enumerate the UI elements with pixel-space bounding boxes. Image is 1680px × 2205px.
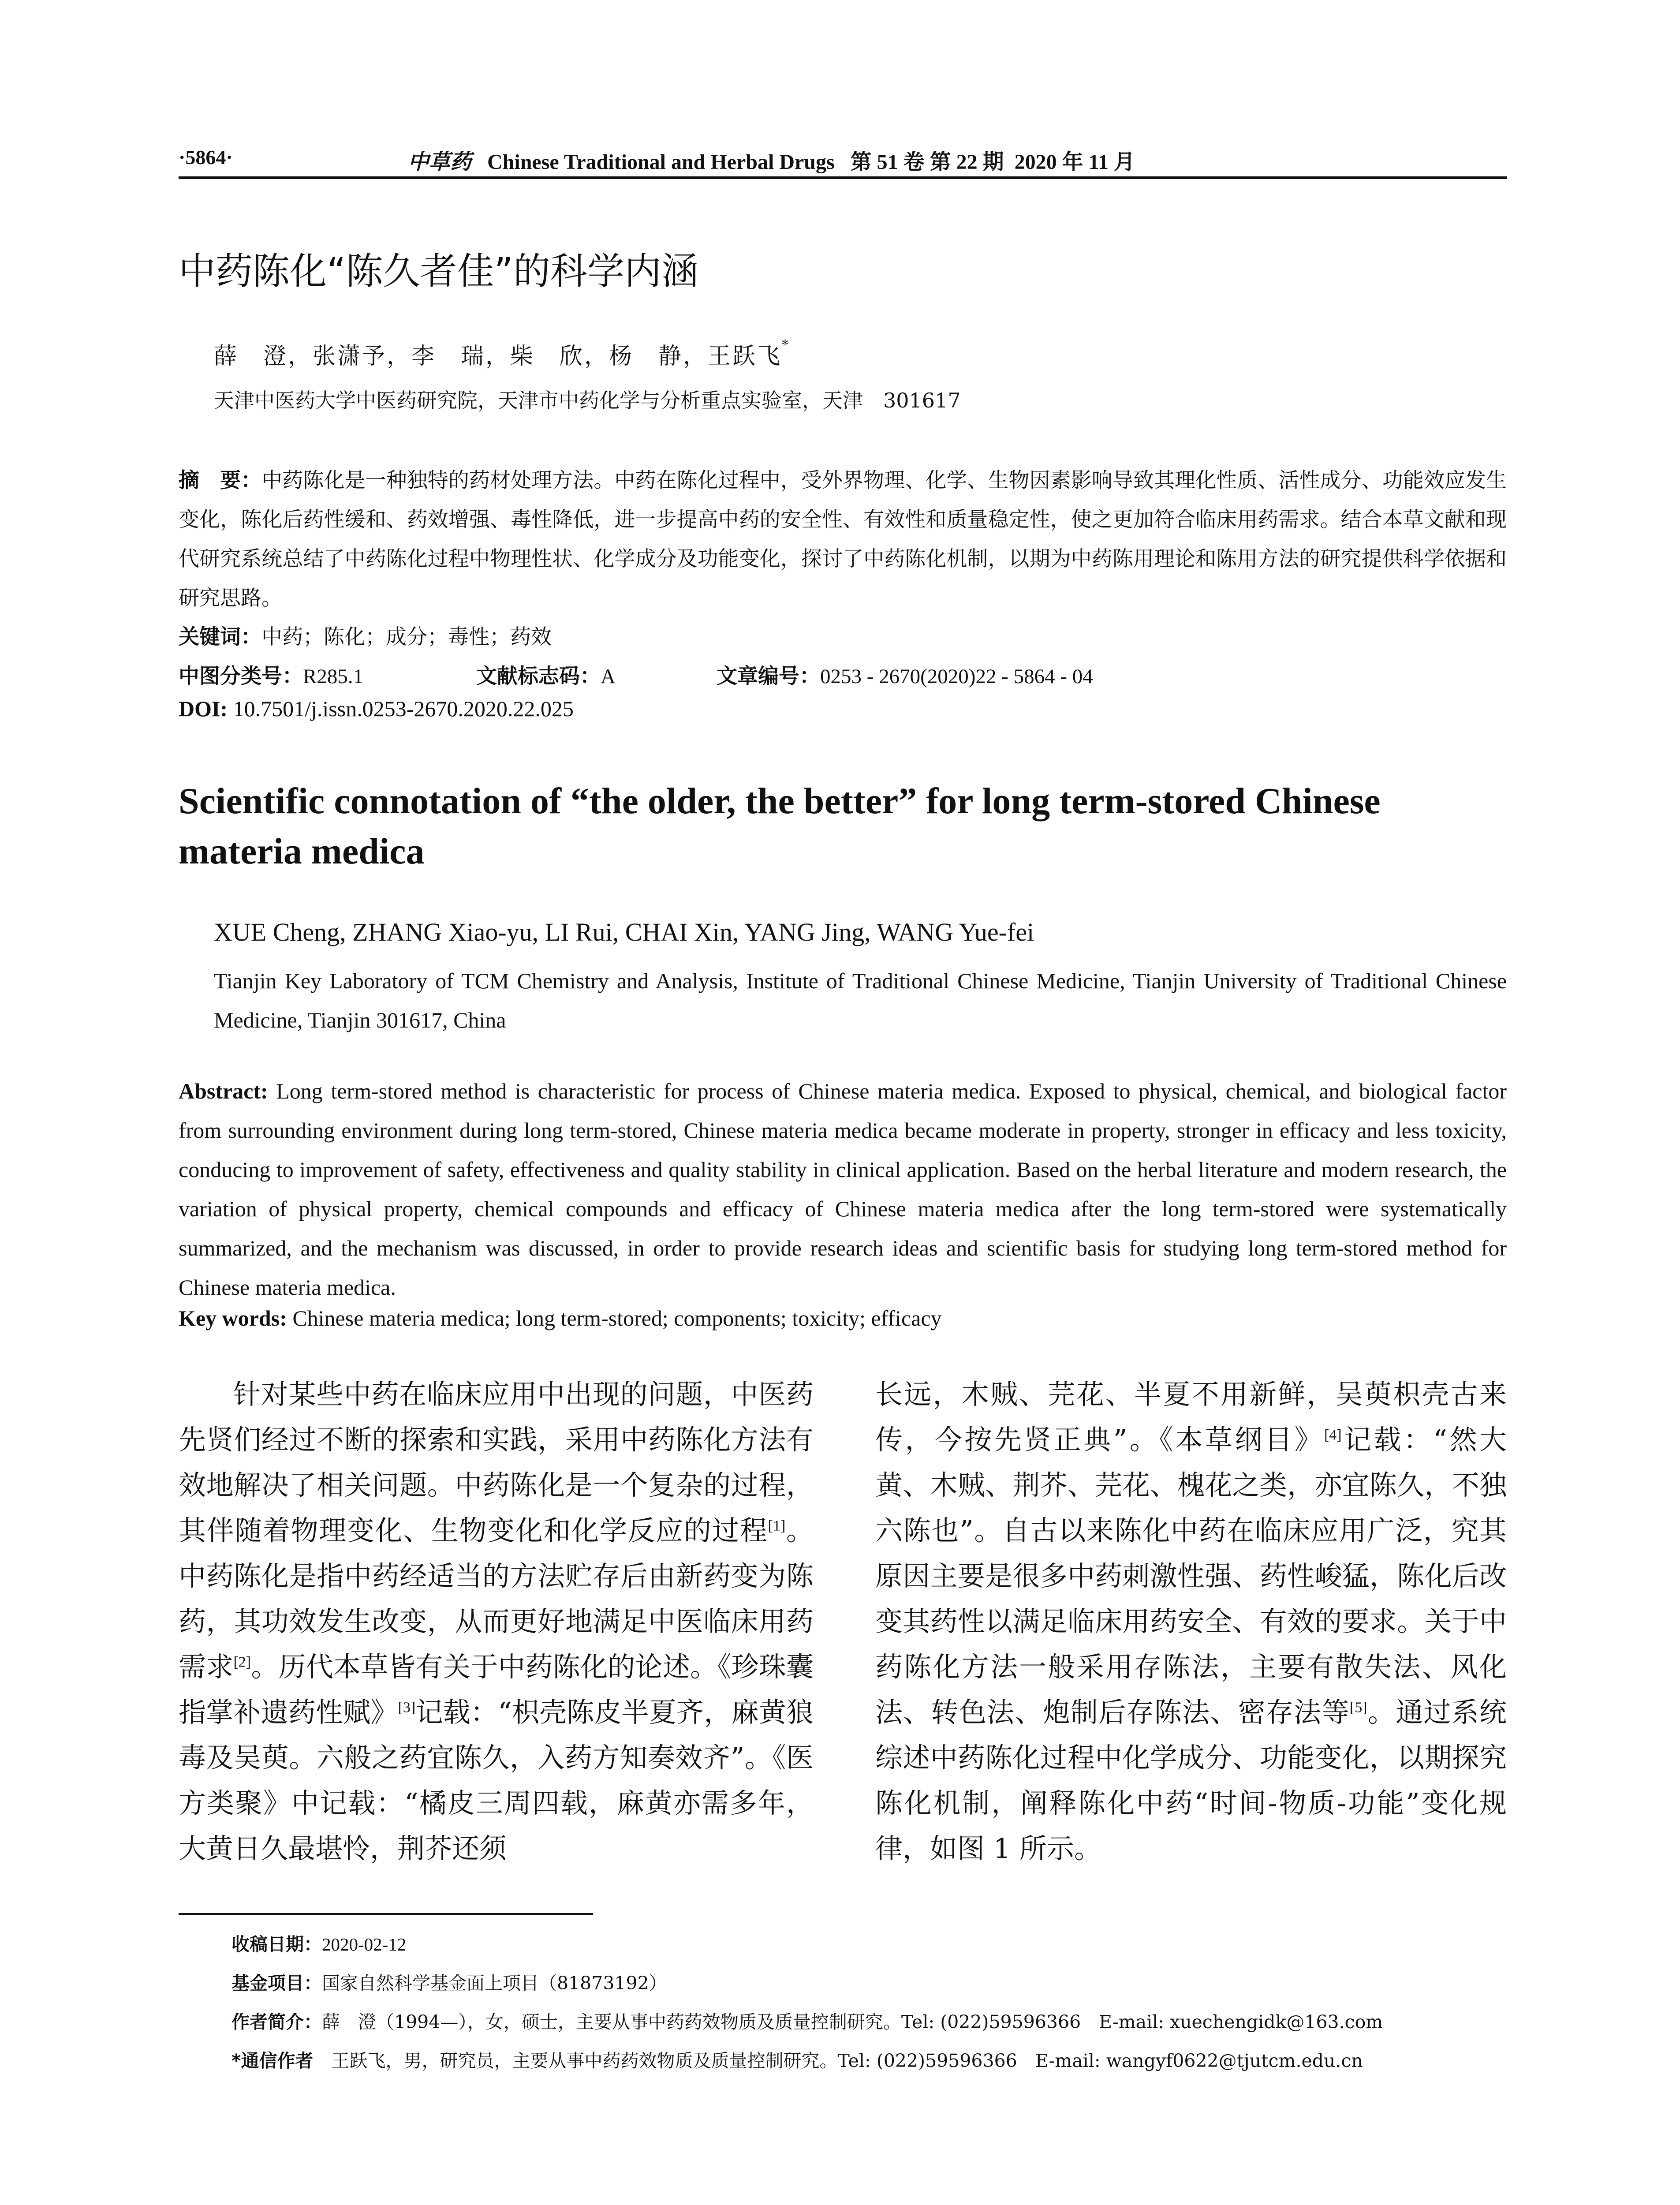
en-keywords xyxy=(179,1305,942,1331)
cn-abstract xyxy=(179,461,1507,618)
corresponding-mark: * xyxy=(782,337,791,353)
journal-citation: Chinese Traditional and Herbal Drugs 第 51 卷 第 22 期 2020 年 11 月 xyxy=(487,150,1135,174)
en-authors: XUE Cheng, ZHANG Xiao-yu, LI Rui, CHAI Xin, YANG Jing, WANG Yue-fei xyxy=(214,918,1034,946)
article-no-label: 文章编号： xyxy=(717,664,820,688)
en-keywords-text: Chinese materia medica; long term-stored; components; toxicity; efficacy xyxy=(292,1306,942,1330)
fund-label: 基金项目： xyxy=(231,1973,322,1994)
header-rule xyxy=(179,176,1507,179)
document-code xyxy=(476,657,616,696)
received-date xyxy=(231,1925,1507,1964)
cn-author-list: 薛 澄，张潇予，李 瑞，柴 欣，杨 静，王跃飞 xyxy=(214,343,782,370)
received-value: 2020-02-12 xyxy=(322,1934,407,1955)
body-column-left xyxy=(179,1372,814,1871)
cn-keywords-label: 关键词： xyxy=(179,625,261,649)
body-text: 针对某些中药在临床应用中出现的问题，中医药先贤们经过不断的探索和实践，采用中药陈化方法有效地解决了相关问题。中药陈化是一个复杂的过程，其伴随着物理变化、生物变化和化学反应的过程 xyxy=(179,1378,814,1547)
doi-label: DOI: xyxy=(179,696,228,721)
fund-value: 国家自然科学基金面上项目（81873192） xyxy=(322,1973,667,1994)
cn-abstract-label: 摘 要： xyxy=(179,468,262,493)
citation-ref[interactable]: [3] xyxy=(398,1699,416,1716)
cn-keywords-text: 中药；陈化；成分；毒性；药效 xyxy=(261,625,552,649)
body-column-right xyxy=(875,1372,1507,1871)
en-abstract-label: Abstract: xyxy=(179,1079,268,1103)
corresponding-value: 王跃飞，男，研究员，主要从事中药药效物质及质量控制研究。Tel: (022)59596366 E-mail: wangyf0622@tjutcm.edu.cn xyxy=(331,2050,1363,2071)
author-bio-label: 作者简介： xyxy=(231,2011,322,2033)
doc-code-label: 文献标志码： xyxy=(476,664,601,688)
footnote-rule xyxy=(179,1913,593,1915)
doc-code-value: A xyxy=(601,665,616,688)
clc-label: 中图分类号： xyxy=(179,664,303,688)
clc-number xyxy=(179,657,363,696)
en-abstract-text: Long term-stored method is characteristic for process of Chinese materia medica. Exposed to physical, chemical, and biological factor from surrounding environment during long term-stored, Chinese materia medica became moderate in property, stronger in efficacy and less toxicity, conducing to improvement of safety, effectiveness and quality stability in clinical application. Based on the herbal literature and modern research, the variation of physical property, chemical compounds and efficacy of Chinese materia medica after the long term-stored were systematically summarized, and the mechanism was discussed, in order to provide research ideas and scientific basis for studying long term-stored method for Chinese materia medica. xyxy=(179,1079,1507,1300)
cn-authors xyxy=(214,337,790,370)
body-text: 记载：“枳壳陈皮半夏齐，麻黄狼毒及吴萸。六般之药宜陈久，入药方知奏效齐”。《医方类聚》中记载：“橘皮三周四载，麻黄亦需多年，大黄日久最堪怜，荆芥还须 xyxy=(179,1696,814,1865)
body-text: 。通过系统综述中药陈化过程中化学成分、功能变化，以期探究陈化机制，阐释陈化中药“时间-物质-功能”变化规律，如图 1 所示。 xyxy=(875,1696,1507,1865)
en-title: Scientific connotation of “the older, the better” for long term-stored Chinese materia medica xyxy=(179,781,1381,872)
body-text: 。历代本草皆有关于中药陈化的论述。《珍珠囊指掌补遗药性赋》 xyxy=(179,1651,814,1728)
journal-logo: 中草药 xyxy=(408,149,472,174)
cn-title: 中药陈化“陈久者佳”的科学内涵 xyxy=(179,250,699,293)
author-bio xyxy=(231,2003,1507,2041)
citation-ref[interactable]: [1] xyxy=(768,1517,786,1534)
running-header xyxy=(179,141,1507,176)
clc-value: R285.1 xyxy=(303,665,364,688)
body-text: 长远，木贼、芫花、半夏不用新鲜，吴萸枳壳古来传，今按先贤正典”。《本草纲目》 xyxy=(875,1378,1507,1456)
author-bio-value: 薛 澄（1994—），女，硕士，主要从事中药药效物质及质量控制研究。Tel: (022)59596366 E-mail: xuechengidk@163.com xyxy=(322,2011,1383,2033)
cn-classification xyxy=(179,657,1507,696)
citation-ref[interactable]: [5] xyxy=(1349,1699,1367,1716)
citation-ref[interactable]: [4] xyxy=(1324,1427,1342,1443)
corresponding-label: *通信作者 xyxy=(231,2050,332,2071)
fund-info xyxy=(231,1964,1507,2003)
doi-line xyxy=(179,696,574,721)
cn-abstract-text: 中药陈化是一种独特的药材处理方法。中药在陈化过程中，受外界物理、化学、生物因素影响导致其理化性质、活性成分、功能效应发生变化，陈化后药性缓和、药效增强、毒性降低，进一步提高中药的安全性、有效性和质量稳定性，使之更加符合临床用药需求。结合本草文献和现代研究系统总结了中药陈化过程中物理性状、化学成分及功能变化，探讨了中药陈化机制，以期为中药陈用理论和陈用方法的研究提供科学依据和研究思路。 xyxy=(179,468,1507,610)
cn-keywords xyxy=(179,617,552,657)
received-label: 收稿日期： xyxy=(231,1934,322,1955)
page-number: ·5864· xyxy=(179,146,233,168)
article-number xyxy=(717,657,1093,696)
corresponding-author xyxy=(231,2041,1507,2080)
body-text: 记载：“然大黄、木贼、荆芥、芫花、槐花之类，亦宜陈久，不独六陈也”。自古以来陈化中药在临床应用广泛，究其原因主要是很多中药刺激性强、药性峻猛，陈化后改变其药性以满足临床用药安全、有效的要求。关于中药陈化方法一般采用存陈法，主要有散失法、风化法、转色法、炮制后存陈法、密存法等 xyxy=(875,1424,1507,1728)
cn-affiliation: 天津中医药大学中医药研究院，天津市中药化学与分析重点实验室，天津 301617 xyxy=(214,389,961,412)
body-text: 。中药陈化是指中药经适当的方法贮存后由新药变为陈药，其功效发生改变，从而更好地满足中医临床用药需求 xyxy=(179,1514,814,1683)
citation-ref[interactable]: [2] xyxy=(233,1654,251,1671)
journal-line xyxy=(408,145,1135,175)
en-abstract xyxy=(179,1072,1507,1307)
article-no-value: 0253 - 2670(2020)22 - 5864 - 04 xyxy=(820,665,1093,688)
doi-link[interactable]: 10.7501/j.issn.0253-2670.2020.22.025 xyxy=(233,696,574,721)
en-affiliation: Tianjin Key Laboratory of TCM Chemistry and Analysis, Institute of Traditional Chinese Medicine, Tianjin University of Traditional Chinese Medicine, Tianjin 301617, China xyxy=(214,968,1507,1032)
en-keywords-label: Key words: xyxy=(179,1306,287,1330)
footnotes xyxy=(231,1925,1507,2080)
